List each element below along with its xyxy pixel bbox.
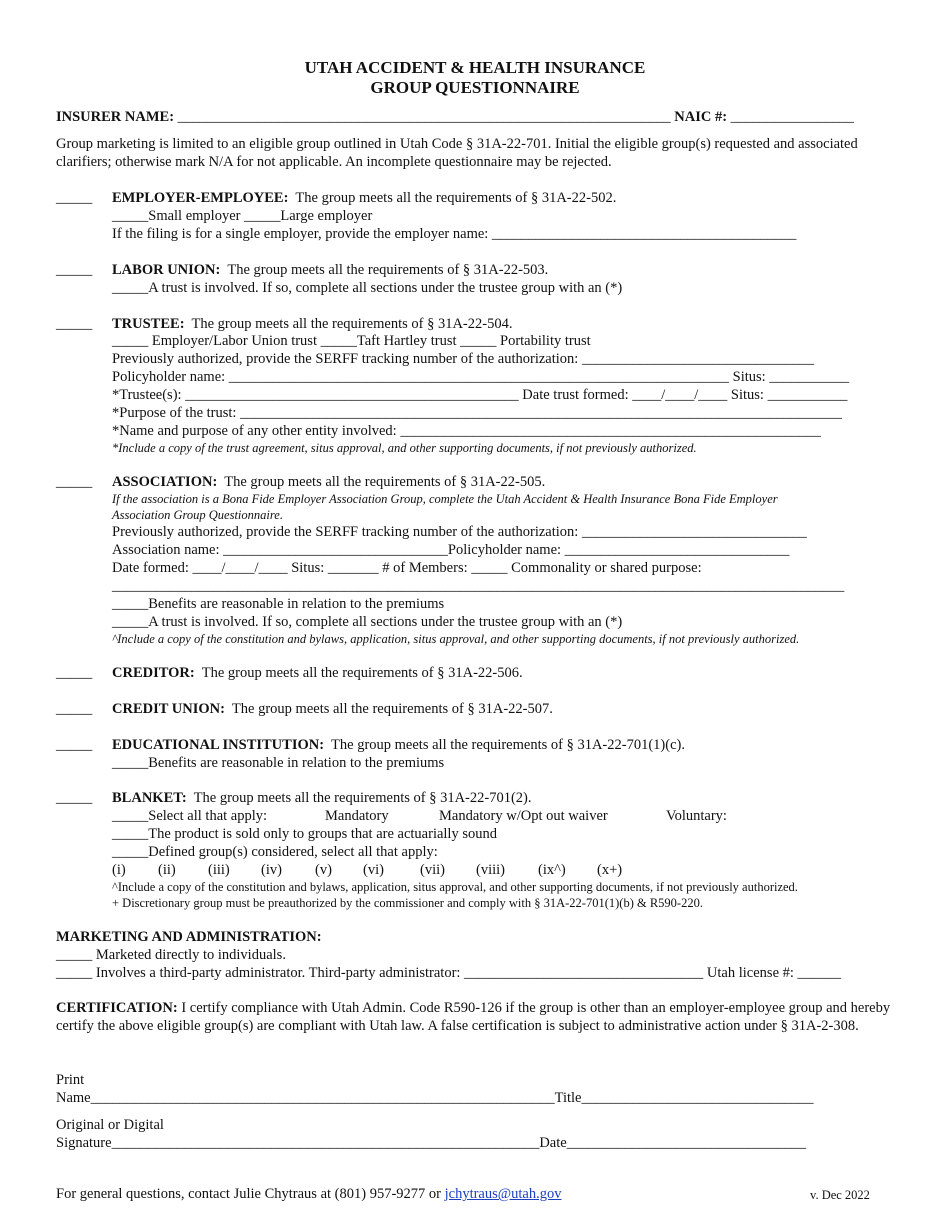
trustee-heading: TRUSTEE: (112, 316, 185, 332)
blanket-heading-row (112, 789, 532, 807)
labor-heading-row (112, 261, 548, 279)
insurer-name-label: INSURER NAME: (56, 109, 175, 125)
insurer-row (56, 108, 854, 126)
marketing-heading (56, 928, 322, 946)
footer-contact (56, 1185, 561, 1203)
labor-initial-field[interactable]: _____ (56, 262, 93, 278)
contact-email-link[interactable]: jchytraus@utah.gov (444, 1186, 562, 1202)
certification-text: I certify compliance with Utah Admin. Code R590-126 if the group is other than an employer-employee group and hereby certify the above eligible group(s) are compliant with Utah law. A false certification is subject to administrative action under § 31A-2-308. (56, 1000, 891, 1034)
defined-group-i[interactable]: (i) (112, 862, 126, 878)
trustee-serff-line[interactable]: Previously authorized, provide the SERFF tracking number of the authorization: ________________________________ (112, 351, 814, 367)
blanket-note2: + Discretionary group must be preauthorized by the commissioner and comply with § 31A-22-701(1)(b) & R590-220. (112, 896, 703, 910)
defined-group-ix[interactable]: (ix^) (538, 862, 566, 878)
association-date-line[interactable]: Date formed: ____/____/____ Situs: _______ # of Members: _____ Commonality or shared purpose: (112, 560, 702, 576)
trustee-purpose-line[interactable]: *Purpose of the trust: ___________________________________________________________________________________ (112, 405, 842, 421)
association-note1: If the association is a Bona Fide Employer Association Group, complete the Utah Accident & Health Insurance Bona Fide Employer (112, 492, 778, 506)
employer-name-line[interactable]: If the filing is for a single employer, provide the employer name: __________________________________________ (112, 226, 797, 242)
association-heading-row (112, 473, 545, 491)
creditor-heading-row (112, 664, 523, 682)
employer-heading: EMPLOYER-EMPLOYEE: (112, 190, 289, 206)
educational-initial-field[interactable]: _____ (56, 737, 93, 753)
form-title-line1: UTAH ACCIDENT & HEALTH INSURANCE (304, 58, 646, 77)
naic-field[interactable]: _________________ (730, 109, 854, 125)
association-text: The group meets all the requirements of § 31A-22-505. (217, 474, 546, 490)
association-initial-field[interactable]: _____ (56, 474, 93, 490)
footer-contact-text: For general questions, contact Julie Chytraus at (801) 957-9277 or (56, 1186, 445, 1202)
trustee-heading-row (112, 315, 512, 333)
association-name-line[interactable]: Association name: _______________________________Policyholder name: _______________________________ (112, 542, 790, 558)
blanket-initial-field[interactable]: _____ (56, 790, 93, 806)
blanket-text: The group meets all the requirements of § 31A-22-701(2). (186, 790, 532, 806)
association-serff-line[interactable]: Previously authorized, provide the SERFF tracking number of the authorization: _______________________________ (112, 524, 807, 540)
intro-paragraph: Group marketing is limited to an eligible group outlined in Utah Code § 31A-22-701. Initial the eligible group(s) requested and associated clarifiers; otherwise mark N/A for not applicable. An incomplete questionnaire may be rejected. (56, 136, 858, 170)
marketing-tpa-line[interactable]: _____ Involves a third-party administrator. Third-party administrator: _________________________________ Utah license #: ______ (56, 965, 842, 981)
trustee-initial-field[interactable]: _____ (56, 316, 93, 332)
defined-group-viii[interactable]: (viii) (476, 862, 505, 878)
association-benefits-line[interactable]: _____Benefits are reasonable in relation to the premiums (112, 596, 445, 612)
print-label: Print (56, 1072, 85, 1088)
labor-heading: LABOR UNION: (112, 262, 221, 278)
association-note3: ^Include a copy of the constitution and bylaws, application, situs approval, and other supporting documents, if not previously authorized. (112, 632, 800, 646)
defined-group-iii[interactable]: (iii) (208, 862, 230, 878)
blanket-select-line[interactable]: _____Select all that apply: (112, 808, 268, 824)
association-heading: ASSOCIATION: (112, 474, 218, 490)
labor-trust-line[interactable]: _____A trust is involved. If so, complete all sections under the trustee group with an (*) (112, 280, 623, 296)
defined-group-vii[interactable]: (vii) (420, 862, 445, 878)
trustee-text: The group meets all the requirements of § 31A-22-504. (184, 316, 513, 332)
trustee-policyholder-line[interactable]: Policyholder name: _____________________________________________________________________ Situs: ___________ (112, 369, 850, 385)
marketing-direct-line[interactable]: _____ Marketed directly to individuals. (56, 947, 286, 963)
employer-text: The group meets all the requirements of § 31A-22-502. (288, 190, 617, 206)
credit-union-text: The group meets all the requirements of § 31A-22-507. (224, 701, 553, 717)
association-purpose-blank[interactable]: _____________________________________________________________________________________________________ (112, 578, 845, 594)
defined-group-v[interactable]: (v) (315, 862, 332, 878)
version-label: v. Dec 2022 (810, 1188, 870, 1202)
insurer-name-field[interactable]: ____________________________________________________________________ (177, 109, 671, 125)
blanket-option-voluntary[interactable]: Voluntary: (666, 808, 727, 824)
defined-group-x[interactable]: (x+) (597, 862, 623, 878)
creditor-initial-field[interactable]: _____ (56, 665, 93, 681)
blanket-note1: ^Include a copy of the constitution and bylaws, application, situs approval, and other supporting documents, if not previously authorized. (112, 880, 798, 894)
defined-group-ii[interactable]: (ii) (158, 862, 176, 878)
certification-paragraph (56, 999, 896, 1035)
employer-initial-field[interactable]: _____ (56, 190, 93, 206)
trustee-types-line[interactable]: _____ Employer/Labor Union trust _____Taft Hartley trust _____ Portability trust (112, 333, 591, 349)
signature-date-line[interactable]: Signature___________________________________________________________Date_________________________________ (56, 1135, 806, 1151)
educational-text: The group meets all the requirements of § 31A-22-701(1)(c). (324, 737, 685, 753)
credit-union-initial-field[interactable]: _____ (56, 701, 93, 717)
credit-union-heading-row (112, 700, 553, 718)
educational-benefits-line[interactable]: _____Benefits are reasonable in relation to the premiums (112, 755, 445, 771)
association-trust-line[interactable]: _____A trust is involved. If so, complete all sections under the trustee group with an (*) (112, 614, 623, 630)
trustee-trustees-line[interactable]: *Trustee(s): ______________________________________________ Date trust formed: ____/____/____ Situs: ___________ (112, 387, 848, 403)
blanket-option-mandatory[interactable]: Mandatory (325, 808, 389, 824)
trustee-note: *Include a copy of the trust agreement, situs approval, and other supporting documents, if not previously authorized. (112, 441, 697, 455)
name-title-line[interactable]: Name________________________________________________________________Title________________________________ (56, 1090, 814, 1106)
original-label: Original or Digital (56, 1117, 164, 1133)
blanket-defined-line[interactable]: _____Defined group(s) considered, select all that apply: (112, 844, 438, 860)
credit-union-heading: CREDIT UNION: (112, 701, 225, 717)
defined-group-vi[interactable]: (vi) (363, 862, 384, 878)
marketing-heading-text: MARKETING AND ADMINISTRATION: (56, 929, 322, 945)
blanket-option-waiver[interactable]: Mandatory w/Opt out waiver (439, 808, 608, 824)
creditor-text: The group meets all the requirements of § 31A-22-506. (194, 665, 523, 681)
employer-size-line[interactable]: _____Small employer _____Large employer (112, 208, 373, 224)
blanket-heading: BLANKET: (112, 790, 187, 806)
association-note2: Association Group Questionnaire. (112, 508, 283, 522)
blanket-sold-line[interactable]: _____The product is sold only to groups that are actuarially sound (112, 826, 497, 842)
form-title-line2: GROUP QUESTIONNAIRE (370, 78, 580, 97)
educational-heading: EDUCATIONAL INSTITUTION: (112, 737, 325, 753)
trustee-entity-line[interactable]: *Name and purpose of any other entity involved: __________________________________________________________ (112, 423, 821, 439)
naic-label: NAIC #: (674, 109, 728, 125)
employer-heading-row (112, 189, 616, 207)
labor-text: The group meets all the requirements of § 31A-22-503. (220, 262, 549, 278)
creditor-heading: CREDITOR: (112, 665, 195, 681)
certification-heading: CERTIFICATION: (56, 1000, 178, 1016)
defined-group-iv[interactable]: (iv) (261, 862, 282, 878)
educational-heading-row (112, 736, 685, 754)
